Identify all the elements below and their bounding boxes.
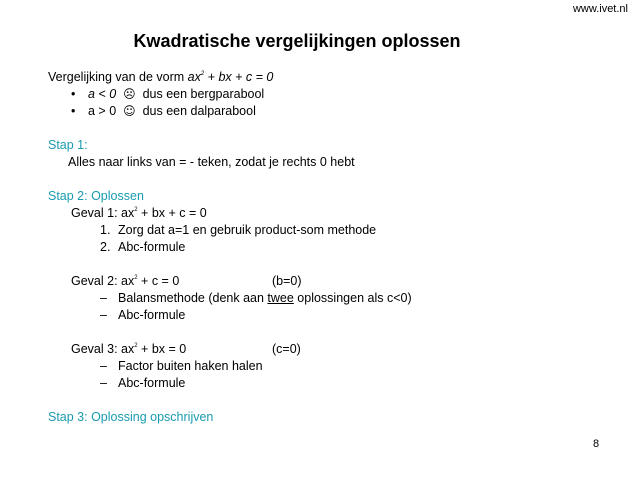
item-text: Zorg dat a=1 en gebruik product-som methode xyxy=(118,223,377,237)
case1-label xyxy=(71,205,207,221)
case3-condition: (c=0) xyxy=(272,342,301,356)
item-text: Factor buiten haken halen xyxy=(118,359,263,373)
case1-label-b: + bx + c = 0 xyxy=(137,206,207,220)
item-text: Abc-formule xyxy=(118,240,186,254)
item-dash: – xyxy=(100,291,107,305)
case2-item-2 xyxy=(100,307,185,323)
case3-label-a: Geval 3: ax xyxy=(71,342,135,356)
step3-heading: Stap 3: Oplossing opschrijven xyxy=(48,410,214,424)
item-number: 2. xyxy=(100,240,111,254)
site-url: www.ivet.nl xyxy=(572,3,628,15)
bullet-condition: a > 0 xyxy=(88,104,117,118)
bullet-item-negative-a xyxy=(71,86,264,102)
case1-label-a: Geval 1: ax xyxy=(71,206,135,220)
item-text-before: Balansmethode (denk aan xyxy=(118,291,268,305)
case3-label-b: + bx = 0 xyxy=(137,342,187,356)
case1-exponent: 2 xyxy=(134,207,138,213)
case2-exponent: 2 xyxy=(134,275,138,281)
item-underlined-word: twee xyxy=(267,291,294,305)
case1-item-2 xyxy=(100,239,185,255)
frown-icon: ☹ xyxy=(123,87,136,101)
case3-item-1 xyxy=(100,358,263,374)
equation-form-rest: + bx + c = 0 xyxy=(204,70,274,84)
bullet-text: dus een dalparabool xyxy=(142,104,256,118)
step2-heading: Stap 2: Oplossen xyxy=(48,189,144,203)
case2-label-a: Geval 2: ax xyxy=(71,274,135,288)
item-dash: – xyxy=(100,308,107,322)
item-text: Abc-formule xyxy=(118,308,186,322)
case3-exponent: 2 xyxy=(134,343,138,349)
step1-text: Alles naar links van = - teken, zodat je rechts 0 hebt xyxy=(68,155,355,169)
page-number: 8 xyxy=(593,438,600,450)
slide-title xyxy=(0,31,638,52)
item-number: 1. xyxy=(100,223,111,237)
bullet-text: dus een bergparabool xyxy=(142,87,265,101)
equation-form-exponent: 2 xyxy=(200,71,205,77)
equation-form-ax: ax xyxy=(187,70,201,84)
case2-item-1 xyxy=(100,290,412,306)
equation-form-line xyxy=(48,69,273,85)
bullet-item-positive-a xyxy=(71,103,256,119)
case2-label-b: + c = 0 xyxy=(137,274,180,288)
equation-form-lead: Vergelijking van de vorm xyxy=(48,70,188,84)
case3-item-2 xyxy=(100,375,185,391)
case2-label xyxy=(71,273,179,289)
slide-title-text: Kwadratische vergelijkingen oplossen xyxy=(133,31,461,51)
item-dash: – xyxy=(100,376,107,390)
case1-item-1 xyxy=(100,222,376,238)
case2-condition: (b=0) xyxy=(272,274,302,288)
case3-label xyxy=(71,341,186,357)
smile-icon: ☺ xyxy=(123,104,136,118)
bullet-dot: • xyxy=(71,87,76,101)
item-text: Abc-formule xyxy=(118,376,186,390)
item-text-after: oplossingen als c<0) xyxy=(293,291,412,305)
bullet-dot: • xyxy=(71,104,76,118)
item-dash: – xyxy=(100,359,107,373)
step1-heading: Stap 1: xyxy=(48,138,88,152)
bullet-condition: a < 0 xyxy=(88,87,117,101)
